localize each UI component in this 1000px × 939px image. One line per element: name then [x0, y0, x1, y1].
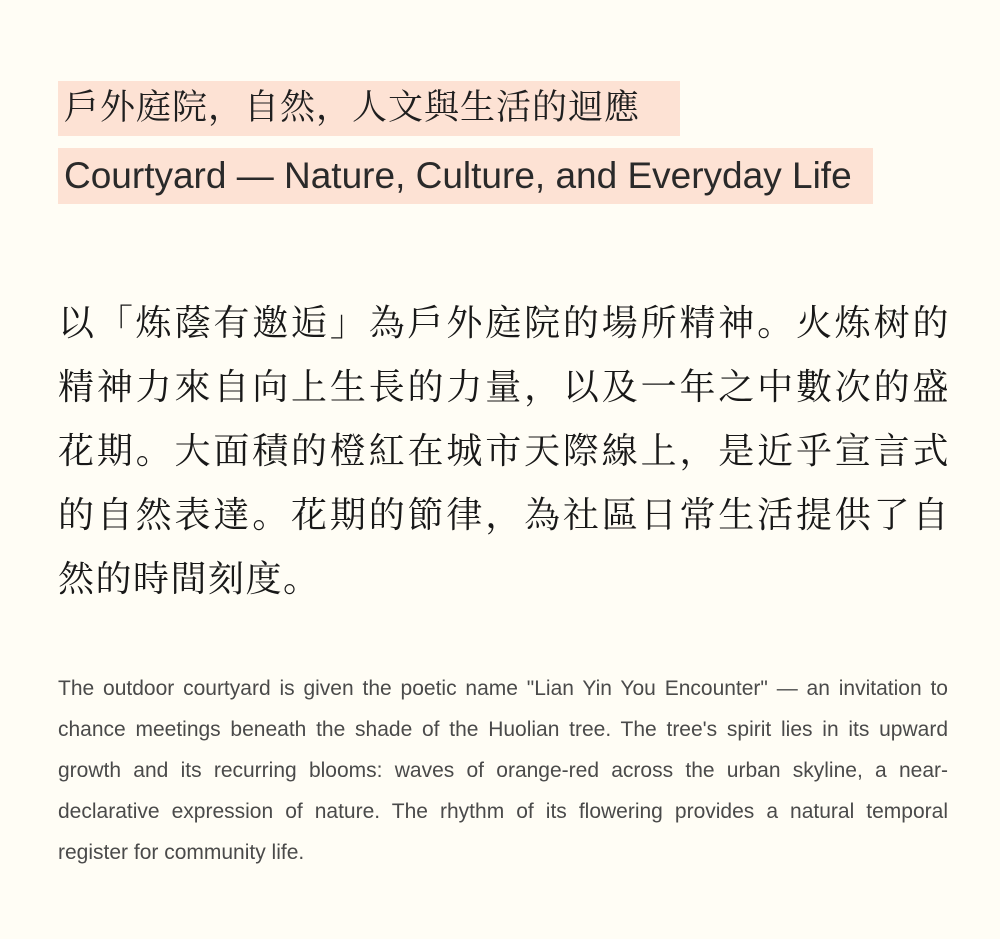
- title-chinese: 戶外庭院，自然，人文與生活的迴應: [58, 81, 680, 136]
- title-english: Courtyard — Nature, Culture, and Everyday Life: [58, 148, 873, 204]
- paragraph-english: The outdoor courtyard is given the poetic name "Lian Yin You Encounter" — an invitation to chance meetings beneath the shade of the Huolian tree. The tree's spirit lies in its upward growth and its recurring blooms: waves of orange-red across the urban skyline, a near-declarative expression of nature. The rhythm of its flowering provides a natural temporal register for community life.: [58, 677, 948, 864]
- paragraph-chinese: 以「炼蔭有邀逅」為戶外庭院的場所精神。火炼树的精神力來自向上生長的力量，以及一年之中數次的盛花期。大面積的橙紅在城市天際線上，是近乎宣言式的自然表達。花期的節律，為社區日常生活提供了自然的時間刻度。: [58, 303, 950, 600]
